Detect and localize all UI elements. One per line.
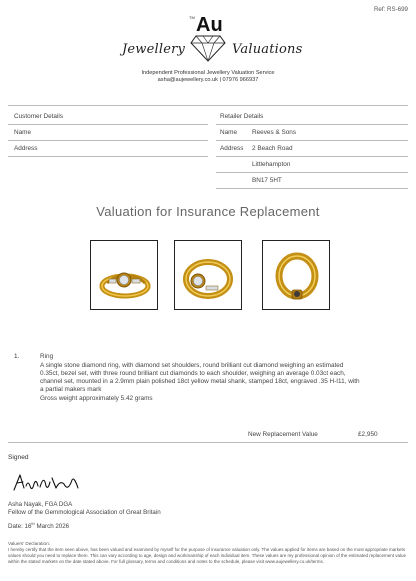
divider	[216, 188, 408, 189]
logo-monogram: Au	[196, 14, 223, 36]
item-name: Ring	[40, 353, 54, 360]
replacement-value: £2,950	[358, 431, 378, 438]
retailer-address-label: Address	[220, 145, 244, 152]
ring-photo-front	[174, 240, 242, 310]
divider	[216, 172, 408, 173]
reference-number: Ref: RS-699	[373, 6, 408, 13]
retailer-name-label: Name	[220, 129, 238, 136]
retailer-address-line-3: BN17 5HT	[252, 177, 282, 184]
item-description: A single stone diamond ring, with diamond set shoulders, round brilliant cut diamond weighing an estimated 0.35ct, bezel set, with three round brilliant cut diamonds to each shoulder, weighing an average 0.03ct each, channel set, mounted in a 2.9mm plain polished 18ct yellow metal shank, stamped 18ct, engraved .35 H-I11, with a partial makers mark	[40, 361, 360, 394]
retailer-address-line-1: 2 Beach Road	[252, 145, 293, 152]
retailer-name-value: Reeves & Sons	[252, 129, 297, 136]
page-title: Valuation for Insurance Replacement	[96, 204, 320, 219]
handwritten-signature	[12, 470, 82, 499]
signer-block	[8, 501, 161, 517]
divider	[216, 140, 408, 141]
divider	[8, 140, 208, 141]
ring-photo-angled	[90, 240, 158, 310]
signer-title: Fellow of the Gemmological Association of Great Britain	[8, 509, 161, 516]
item-number: 1.	[14, 353, 20, 360]
divider	[216, 156, 408, 157]
customer-heading: Customer Details	[14, 113, 64, 120]
divider	[8, 442, 408, 443]
declaration-heading: Valuers' Declaration:	[8, 541, 50, 546]
trademark-mark: TM	[189, 15, 195, 20]
service-description: Independent Professional Jewellery Valuation Service	[141, 70, 275, 76]
item-description-block	[40, 353, 360, 403]
customer-address-label: Address	[14, 145, 38, 152]
divider	[8, 124, 208, 125]
date-rest: March 2026	[34, 523, 70, 531]
ring-photo-side	[262, 240, 330, 310]
declaration-text: I hereby certify that the item seen above, has been valued and examined by myself for the purpose of insurance valuation only. The values applied for items are based on the most appropriate markets values should you need to replace them. This can vary according to age, design and workmanship of each individual item. These values are my professional opinion of the estimated replacement value within the stated markets on the date stated above. For full glossary, terms and conditions and notes to the schedule, please visit www.aujewellery.co.uk/terms.	[8, 547, 407, 565]
retailer-address-line-2: Littlehampton	[252, 161, 291, 168]
retailer-details	[0, 0, 416, 200]
signer-name: Asha Nayak, FGA DGA	[8, 501, 73, 508]
valuation-date	[8, 521, 69, 530]
customer-name-label: Name	[14, 129, 32, 136]
divider	[216, 124, 408, 125]
replacement-value-label: New Replacement Value	[248, 431, 318, 438]
contact-line: asha@aujewellery.co.uk | 07976 966937	[157, 77, 259, 83]
divider	[8, 156, 208, 157]
logo-word-valuations: Valuations	[232, 42, 303, 57]
signed-label: Signed	[8, 454, 29, 461]
item-weight: Gross weight approximately 5.42 grams	[40, 394, 153, 402]
retailer-heading: Retailer Details	[220, 113, 264, 120]
date-label: Date: 16	[8, 523, 32, 531]
logo-word-jewellery: Jewellery	[122, 42, 186, 57]
date-suffix: th	[31, 521, 35, 526]
